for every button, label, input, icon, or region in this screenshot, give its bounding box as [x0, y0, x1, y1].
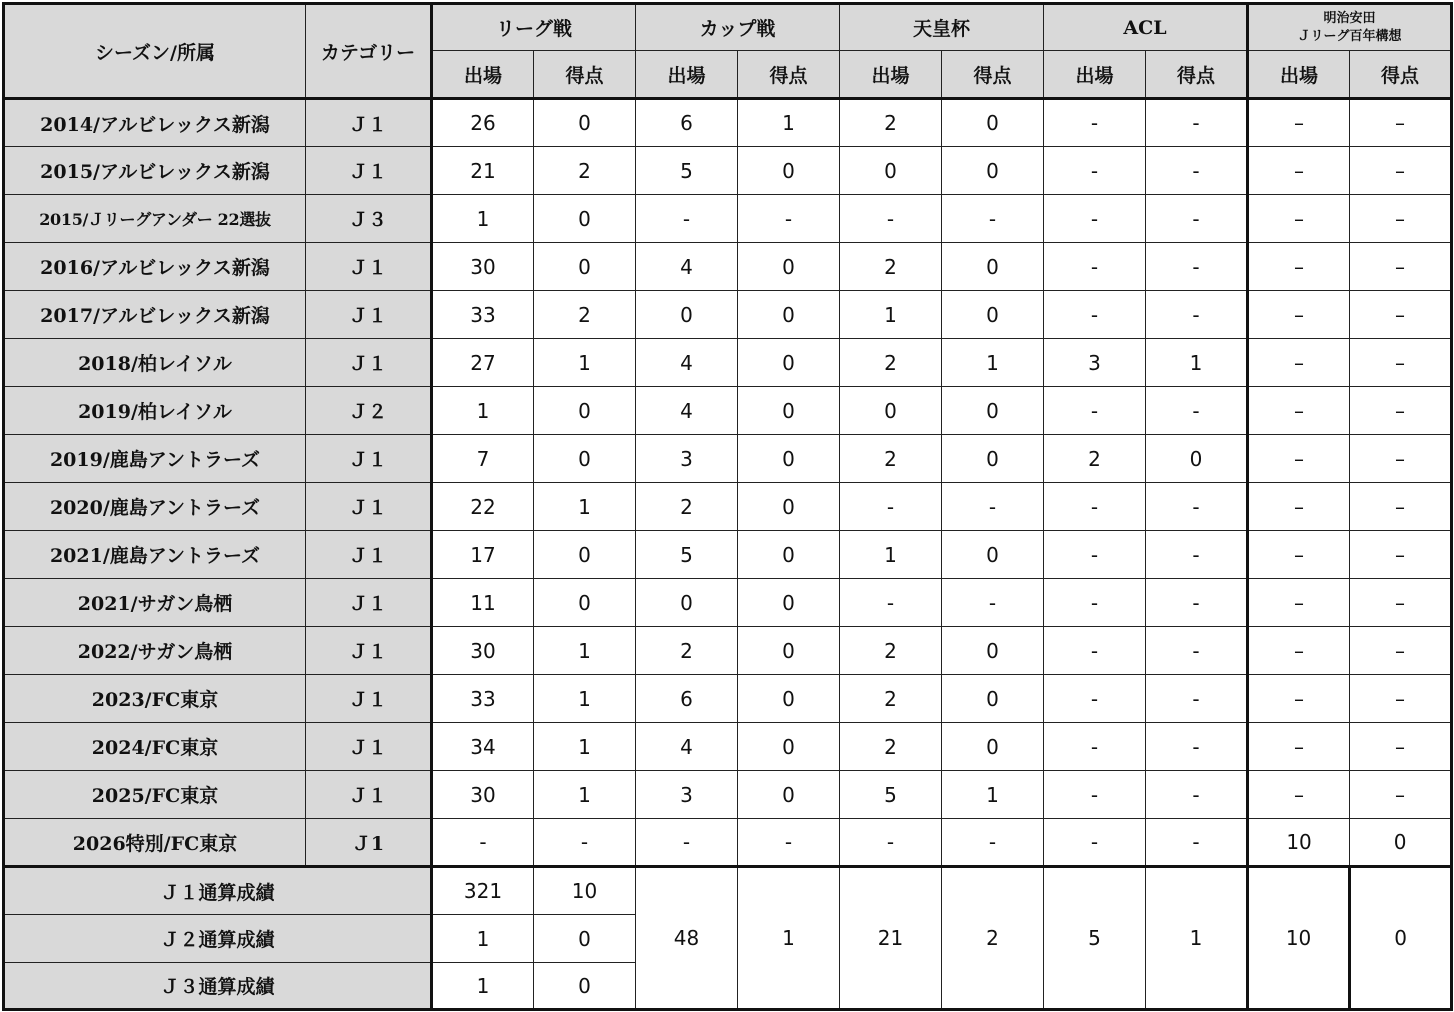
stat-cell: -	[1044, 531, 1146, 579]
stat-cell: –	[1248, 531, 1350, 579]
stat-cell: 5	[840, 771, 942, 819]
category-cell: Ｊ１	[306, 579, 432, 627]
stat-cell: 0	[738, 147, 840, 195]
stat-cell: –	[1350, 771, 1452, 819]
acl-apps-header: 出場	[1044, 51, 1146, 99]
season-cell: 2020/鹿島アントラーズ	[4, 483, 306, 531]
stat-cell: 2	[840, 243, 942, 291]
cup-header: カップ戦	[636, 4, 840, 51]
season-cell: 2021/サガン鳥栖	[4, 579, 306, 627]
stat-cell: 4	[636, 243, 738, 291]
table-row	[4, 723, 1452, 771]
centenary-goals-header: 得点	[1350, 51, 1452, 99]
stat-cell: -	[1146, 195, 1248, 243]
stat-cell: –	[1350, 291, 1452, 339]
stat-cell: 0	[738, 483, 840, 531]
stat-cell: 10	[1248, 819, 1350, 867]
category-header: カテゴリー	[306, 4, 432, 99]
stat-cell: 4	[636, 339, 738, 387]
stat-cell: 0	[738, 531, 840, 579]
stat-cell: 0	[942, 723, 1044, 771]
stat-cell: -	[1146, 771, 1248, 819]
table-row	[4, 195, 1452, 243]
stat-cell: –	[1248, 339, 1350, 387]
stat-cell: 4	[636, 387, 738, 435]
stat-cell: -	[1146, 291, 1248, 339]
table-row	[4, 531, 1452, 579]
stat-cell: -	[942, 819, 1044, 867]
table-row	[4, 435, 1452, 483]
stat-cell: –	[1350, 195, 1452, 243]
league-apps-header: 出場	[432, 51, 534, 99]
stat-cell: 0	[942, 387, 1044, 435]
stat-cell: –	[1248, 627, 1350, 675]
stat-cell: 3	[636, 771, 738, 819]
stat-cell: –	[1248, 771, 1350, 819]
stat-cell: 0	[840, 387, 942, 435]
j3-total-league-apps: 1	[432, 963, 534, 1010]
j1-total-label: Ｊ１通算成績	[4, 867, 432, 915]
stat-cell: -	[1044, 723, 1146, 771]
stat-cell: 1	[534, 723, 636, 771]
table-row	[4, 147, 1452, 195]
category-cell: Ｊ１	[306, 675, 432, 723]
season-cell: 2024/FC東京	[4, 723, 306, 771]
table-row	[4, 819, 1452, 867]
centenary-total-goals: 0	[1350, 867, 1452, 1010]
table-row	[4, 339, 1452, 387]
j2-total-league-goals: 0	[534, 915, 636, 963]
stat-cell: –	[1248, 243, 1350, 291]
stat-cell: 0	[636, 579, 738, 627]
stat-cell: 0	[738, 339, 840, 387]
stat-cell: 0	[738, 435, 840, 483]
stat-cell: -	[840, 819, 942, 867]
totals-section	[4, 867, 1452, 1010]
category-cell: Ｊ１	[306, 291, 432, 339]
player-stats-table	[2, 2, 1453, 1011]
table-row	[4, 243, 1452, 291]
season-cell: 2015/Ｊリーグアンダー 22選抜	[4, 195, 306, 243]
stat-cell: 33	[432, 675, 534, 723]
season-header: シーズン/所属	[4, 4, 306, 99]
stat-cell: 22	[432, 483, 534, 531]
stat-cell: 1	[738, 99, 840, 147]
stat-cell: 3	[636, 435, 738, 483]
stat-cell: 0	[534, 387, 636, 435]
acl-total-apps: 5	[1044, 867, 1146, 1010]
category-cell: Ｊ１	[306, 243, 432, 291]
stat-cell: 1	[534, 483, 636, 531]
stat-cell: –	[1350, 339, 1452, 387]
stat-cell: –	[1350, 675, 1452, 723]
stat-cell: -	[738, 819, 840, 867]
category-cell: Ｊ１	[306, 147, 432, 195]
stat-cell: 1	[840, 531, 942, 579]
stat-cell: 27	[432, 339, 534, 387]
acl-header: ACL	[1044, 4, 1248, 51]
stat-cell: -	[1044, 579, 1146, 627]
stat-cell: 2	[840, 675, 942, 723]
stat-cell: 0	[534, 531, 636, 579]
stat-cell: 1	[534, 675, 636, 723]
stat-cell: -	[1146, 627, 1248, 675]
stat-cell: -	[1044, 99, 1146, 147]
table-row	[4, 99, 1452, 147]
stat-cell: -	[1044, 147, 1146, 195]
stat-cell: -	[1146, 819, 1248, 867]
table-row	[4, 675, 1452, 723]
category-cell: Ｊ１	[306, 339, 432, 387]
stat-cell: –	[1248, 387, 1350, 435]
cup-total-goals: 1	[738, 867, 840, 1010]
stat-cell: 0	[738, 771, 840, 819]
stat-cell: 0	[942, 291, 1044, 339]
table-row	[4, 291, 1452, 339]
stat-cell: -	[1044, 195, 1146, 243]
stat-cell: 0	[942, 531, 1044, 579]
stat-cell: 30	[432, 627, 534, 675]
stat-cell: 2	[636, 627, 738, 675]
j3-total-label: Ｊ３通算成績	[4, 963, 432, 1010]
stat-cell: 0	[534, 243, 636, 291]
stat-cell: –	[1248, 195, 1350, 243]
stat-cell: –	[1350, 723, 1452, 771]
stat-cell: 1	[432, 195, 534, 243]
category-cell: Ｊ１	[306, 483, 432, 531]
cup-goals-header: 得点	[738, 51, 840, 99]
stat-cell: 0	[738, 579, 840, 627]
stat-cell: 0	[534, 99, 636, 147]
stat-cell: 2	[534, 147, 636, 195]
stat-cell: 2	[1044, 435, 1146, 483]
category-cell: Ｊ１	[306, 771, 432, 819]
stat-cell: -	[636, 819, 738, 867]
stat-cell: 11	[432, 579, 534, 627]
stat-cell: 0	[534, 435, 636, 483]
acl-goals-header: 得点	[1146, 51, 1248, 99]
stat-cell: -	[1044, 819, 1146, 867]
league-header: リーグ戦	[432, 4, 636, 51]
stat-cell: -	[942, 195, 1044, 243]
stat-cell: 0	[738, 243, 840, 291]
category-cell: Ｊ３	[306, 195, 432, 243]
centenary-header	[1248, 4, 1452, 51]
stat-cell: -	[1044, 627, 1146, 675]
stat-cell: -	[1146, 387, 1248, 435]
stat-cell: -	[1146, 579, 1248, 627]
stat-cell: 0	[942, 147, 1044, 195]
season-rows	[4, 99, 1452, 867]
stat-cell: 21	[432, 147, 534, 195]
stat-cell: –	[1248, 483, 1350, 531]
stat-cell: 0	[534, 579, 636, 627]
table-row	[4, 771, 1452, 819]
stat-cell: -	[738, 195, 840, 243]
stat-cell: –	[1350, 387, 1452, 435]
centenary-header-line2: Ｊリーグ百年構想	[1297, 28, 1402, 44]
stat-cell: -	[1146, 243, 1248, 291]
category-cell: Ｊ１	[306, 627, 432, 675]
stat-cell: -	[1146, 723, 1248, 771]
season-cell: 2016/アルビレックス新潟	[4, 243, 306, 291]
stat-cell: 17	[432, 531, 534, 579]
stat-cell: 0	[942, 435, 1044, 483]
stat-cell: 0	[942, 627, 1044, 675]
season-cell: 2025/FC東京	[4, 771, 306, 819]
emperors-total-goals: 2	[942, 867, 1044, 1010]
stat-cell: -	[1044, 675, 1146, 723]
season-cell: 2023/FC東京	[4, 675, 306, 723]
stat-cell: 0	[738, 627, 840, 675]
stat-cell: 0	[738, 723, 840, 771]
stat-cell: 2	[534, 291, 636, 339]
stat-cell: 33	[432, 291, 534, 339]
stat-cell: 2	[840, 435, 942, 483]
stat-cell: 0	[942, 243, 1044, 291]
stat-cell: –	[1248, 723, 1350, 771]
stat-cell: 30	[432, 771, 534, 819]
stat-cell: 2	[840, 627, 942, 675]
stat-cell: 0	[942, 99, 1044, 147]
table-row	[4, 627, 1452, 675]
j1-total-league-goals: 10	[534, 867, 636, 915]
stat-cell: -	[1146, 147, 1248, 195]
stat-cell: 6	[636, 99, 738, 147]
stat-cell: -	[840, 195, 942, 243]
stat-cell: -	[840, 579, 942, 627]
stat-cell: -	[1044, 483, 1146, 531]
j2-total-label: Ｊ２通算成績	[4, 915, 432, 963]
centenary-header-line1: 明治安田	[1323, 10, 1376, 26]
stat-cell: –	[1350, 435, 1452, 483]
stat-cell: –	[1350, 627, 1452, 675]
j3-total-league-goals: 0	[534, 963, 636, 1010]
stat-cell: 1	[840, 291, 942, 339]
stat-cell: –	[1248, 435, 1350, 483]
season-cell: 2017/アルビレックス新潟	[4, 291, 306, 339]
stat-cell: -	[1044, 771, 1146, 819]
stat-cell: -	[1146, 99, 1248, 147]
stat-cell: –	[1350, 579, 1452, 627]
stat-cell: 26	[432, 99, 534, 147]
stat-cell: 1	[942, 771, 1044, 819]
stat-cell: 0	[738, 675, 840, 723]
stat-cell: 5	[636, 147, 738, 195]
emperors-apps-header: 出場	[840, 51, 942, 99]
stat-cell: 0	[534, 195, 636, 243]
stat-cell: -	[534, 819, 636, 867]
stat-cell: –	[1248, 147, 1350, 195]
stat-cell: –	[1248, 579, 1350, 627]
j2-total-league-apps: 1	[432, 915, 534, 963]
stat-cell: 2	[840, 339, 942, 387]
stat-cell: 2	[636, 483, 738, 531]
category-cell: Ｊ１	[306, 723, 432, 771]
category-cell: Ｊ１	[306, 531, 432, 579]
stat-cell: 0	[738, 291, 840, 339]
stat-cell: –	[1350, 531, 1452, 579]
stat-cell: 1	[534, 339, 636, 387]
table-row	[4, 579, 1452, 627]
stat-cell: 34	[432, 723, 534, 771]
stat-cell: 0	[636, 291, 738, 339]
stat-cell: –	[1248, 291, 1350, 339]
stat-cell: 0	[942, 675, 1044, 723]
stat-cell: –	[1350, 483, 1452, 531]
stat-cell: –	[1350, 147, 1452, 195]
stat-cell: 4	[636, 723, 738, 771]
stat-cell: –	[1350, 243, 1452, 291]
centenary-apps-header: 出場	[1248, 51, 1350, 99]
stat-cell: 30	[432, 243, 534, 291]
emperors-cup-header: 天皇杯	[840, 4, 1044, 51]
stat-cell: 7	[432, 435, 534, 483]
j1-total-league-apps: 321	[432, 867, 534, 915]
stat-cell: -	[1044, 387, 1146, 435]
season-cell: 2026特別/FC東京	[4, 819, 306, 867]
stat-cell: -	[1044, 243, 1146, 291]
stat-cell: 1	[1146, 339, 1248, 387]
stat-cell: 3	[1044, 339, 1146, 387]
acl-total-goals: 1	[1146, 867, 1248, 1010]
stat-cell: –	[1248, 675, 1350, 723]
stat-cell: 1	[534, 627, 636, 675]
cup-total-apps: 48	[636, 867, 738, 1010]
stat-cell: -	[840, 483, 942, 531]
stat-cell: 0	[738, 387, 840, 435]
category-cell: Ｊ１	[306, 435, 432, 483]
stat-cell: -	[1146, 675, 1248, 723]
season-cell: 2022/サガン鳥栖	[4, 627, 306, 675]
stat-cell: 5	[636, 531, 738, 579]
table-row	[4, 387, 1452, 435]
table-row	[4, 483, 1452, 531]
stat-cell: 6	[636, 675, 738, 723]
stat-cell: 1	[942, 339, 1044, 387]
stat-cell: 0	[1146, 435, 1248, 483]
stat-cell: 0	[1350, 819, 1452, 867]
category-cell: Ｊ２	[306, 387, 432, 435]
stat-cell: -	[1146, 483, 1248, 531]
stat-cell: -	[432, 819, 534, 867]
league-goals-header: 得点	[534, 51, 636, 99]
stat-cell: –	[1248, 99, 1350, 147]
season-cell: 2014/アルビレックス新潟	[4, 99, 306, 147]
stat-cell: 1	[534, 771, 636, 819]
stat-cell: 2	[840, 99, 942, 147]
stat-cell: –	[1350, 99, 1452, 147]
centenary-total-apps: 10	[1248, 867, 1350, 1010]
season-cell: 2019/柏レイソル	[4, 387, 306, 435]
stat-cell: 2	[840, 723, 942, 771]
emperors-goals-header: 得点	[942, 51, 1044, 99]
category-cell: Ｊ１	[306, 99, 432, 147]
stat-cell: 1	[432, 387, 534, 435]
stat-cell: 0	[840, 147, 942, 195]
stat-cell: -	[942, 483, 1044, 531]
season-cell: 2021/鹿島アントラーズ	[4, 531, 306, 579]
stat-cell: -	[1146, 531, 1248, 579]
stat-cell: -	[636, 195, 738, 243]
stat-cell: -	[942, 579, 1044, 627]
emperors-total-apps: 21	[840, 867, 942, 1010]
stat-cell: -	[1044, 291, 1146, 339]
cup-apps-header: 出場	[636, 51, 738, 99]
season-cell: 2019/鹿島アントラーズ	[4, 435, 306, 483]
category-cell: Ｊ1	[306, 819, 432, 867]
season-cell: 2018/柏レイソル	[4, 339, 306, 387]
season-cell: 2015/アルビレックス新潟	[4, 147, 306, 195]
